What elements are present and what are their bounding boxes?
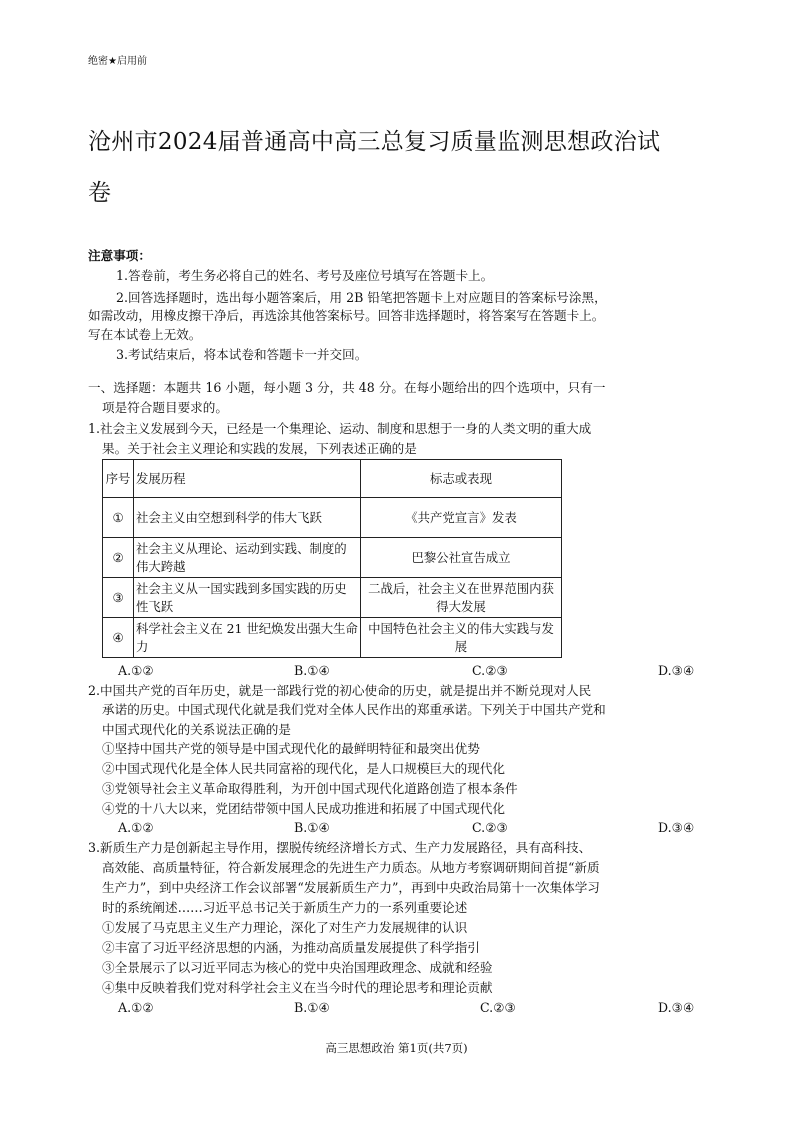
table-row <box>103 538 562 578</box>
note-2a: 2.回答选择题时，选出每小题答案后，用 2B 铅笔把答题卡上对应题目的答案标号涂黑， <box>116 290 607 305</box>
q2-stem-2: 承诺的历史。中国式现代化就是我们党对全体人民作出的郑重承诺。下列关于中国共产党和 <box>102 702 606 717</box>
table-header-no: 序号 <box>103 460 134 498</box>
q1-table <box>102 459 562 658</box>
option-b[interactable]: B.①④ <box>294 820 330 835</box>
option-a[interactable]: A.①② <box>118 1000 154 1015</box>
q2-stem-1: 2.中国共产党的百年历史，就是一部践行党的初心使命的历史，就是提出并不断兑现对人民 <box>88 683 592 698</box>
option-b[interactable]: B.①④ <box>294 1000 330 1015</box>
q3-statement-2: ②丰富了习近平经济思想的内涵，为推动高质量发展提供了科学指引 <box>102 940 480 955</box>
q2-statement-3: ③党领导社会主义革命取得胜利，为开创中国式现代化道路创造了根本条件 <box>102 781 518 796</box>
option-b[interactable]: B.①④ <box>294 663 330 678</box>
exam-title-line1: 沧州市2024届普通高中高三总复习质量监测思想政治试 <box>88 129 661 155</box>
section-instruction-1: 一、选择题：本题共 16 小题，每小题 3 分，共 48 分。在每小题给出的四个选项中，只有一 <box>88 380 606 395</box>
option-a[interactable]: A.①② <box>118 663 154 678</box>
option-c[interactable]: C.②③ <box>472 820 508 835</box>
table-cell: 《共产党宣言》发表 <box>361 498 562 538</box>
q1-stem-1: 1.社会主义发展到今天，已经是一个集理论、运动、制度和思想于一身的人类文明的重大成 <box>88 421 592 436</box>
note-2c: 写在本试卷上无效。 <box>88 327 202 342</box>
option-d[interactable]: D.③④ <box>658 820 695 835</box>
option-c[interactable]: C.②③ <box>472 663 508 678</box>
option-d[interactable]: D.③④ <box>658 663 695 678</box>
table-cell: ① <box>103 498 134 538</box>
table-row <box>103 618 562 658</box>
table-header-mark: 标志或表现 <box>361 460 562 498</box>
q3-statement-1: ①发展了马克思主义生产力理论，深化了对生产力发展规律的认识 <box>102 920 468 935</box>
q3-statement-4: ④集中反映着我们党对科学社会主义在当今时代的理论思考和理论贡献 <box>102 980 493 995</box>
option-a[interactable]: A.①② <box>118 820 154 835</box>
q3-stem-4: 时的系统阐述……习近平总书记关于新质生产力的一系列重要论述 <box>102 900 468 915</box>
table-header-dev: 发展历程 <box>134 460 361 498</box>
table-cell: 中国特色社会主义的伟大实践与发展 <box>361 618 562 658</box>
q3-statement-3: ③全景展示了以习近平同志为核心的党中央治国理政理念、成就和经验 <box>102 960 493 975</box>
q2-statement-1: ①坚持中国共产党的领导是中国式现代化的最鲜明特征和最突出优势 <box>102 741 480 756</box>
notes-heading: 注意事项： <box>88 248 151 263</box>
note-2b: 如需改动，用橡皮擦干净后，再选涂其他答案标号。回答非选择题时，将答案写在答题卡上。 <box>88 308 605 323</box>
note-3: 3.考试结束后，将本试卷和答题卡一并交回。 <box>116 347 368 362</box>
exam-title-line2: 卷 <box>88 180 111 206</box>
q3-stem-3: 生产力”，到中央经济工作会议部署“发展新质生产力”，再到中央政治局第十一次集体学习 <box>102 880 600 895</box>
table-cell: 二战后，社会主义在世界范围内获得大发展 <box>361 578 562 618</box>
confidential-mark: 绝密★启用前 <box>88 56 147 67</box>
table-cell: 社会主义由空想到科学的伟大飞跃 <box>134 498 361 538</box>
table-cell: 科学社会主义在 21 世纪焕发出强大生命力 <box>134 618 361 658</box>
page-footer: 高三思想政治 第1页(共7页) <box>325 1041 468 1055</box>
table-cell: 社会主义从一国实践到多国实践的历史性飞跃 <box>134 578 361 618</box>
section-instruction-2: 项是符合题目要求的。 <box>102 400 228 415</box>
table-cell: ③ <box>103 578 134 618</box>
table-row <box>103 498 562 538</box>
q3-stem-1: 3.新质生产力是创新起主导作用，摆脱传统经济增长方式、生产力发展路径，具有高科技、 <box>88 840 592 855</box>
q2-stem-3: 中国式现代化的关系说法正确的是 <box>102 722 291 737</box>
table-cell: ④ <box>103 618 134 658</box>
option-c[interactable]: C.②③ <box>480 1000 516 1015</box>
q2-statement-4: ④党的十八大以来，党团结带领中国人民成功推进和拓展了中国式现代化 <box>102 801 505 816</box>
q3-stem-2: 高效能、高质量特征，符合新发展理念的先进生产力质态。从地方考察调研期间首提“新质 <box>102 860 600 875</box>
table-cell: 社会主义从理论、运动到实践、制度的伟大跨越 <box>134 538 361 578</box>
table-row <box>103 578 562 618</box>
option-d[interactable]: D.③④ <box>658 1000 695 1015</box>
table-cell: ② <box>103 538 134 578</box>
q2-statement-2: ②中国式现代化是全体人民共同富裕的现代化，是人口规模巨大的现代化 <box>102 761 505 776</box>
note-1: 1.答卷前，考生务必将自己的姓名、考号及座位号填写在答题卡上。 <box>116 268 494 283</box>
q1-stem-2: 果。关于社会主义理论和实践的发展，下列表述正确的是 <box>102 441 417 456</box>
table-cell: 巴黎公社宣告成立 <box>361 538 562 578</box>
